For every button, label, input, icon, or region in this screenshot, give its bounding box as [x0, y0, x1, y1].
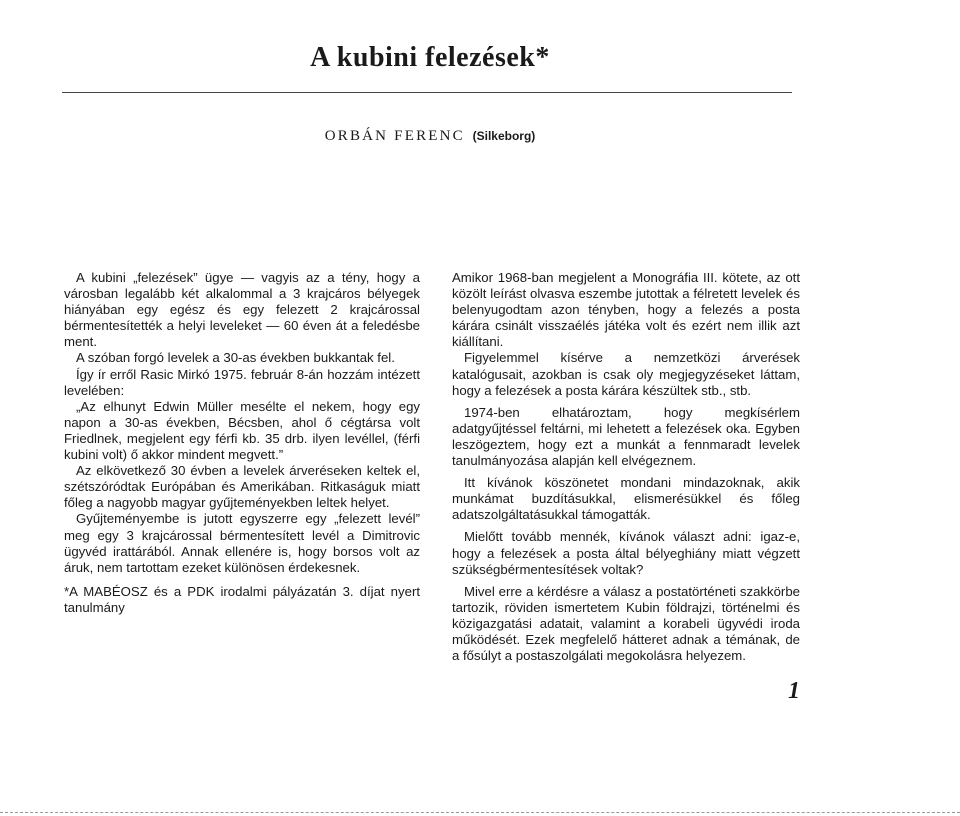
paragraph: Amikor 1968-ban megjelent a Monográfia III. kötete, az ott közölt leírást olvasva eszembe jutottak a félretett levelek és belenyugodtam azon tényben, hogy a felezés a posta kárára csinált visszaélés játéka volt és ezért nem illik azt kiállítani.: [452, 270, 800, 350]
paragraph: A kubini „felezések” ügye — vagyis az a tény, hogy a városban legalább két alkalommal a 3 krajcáros bélyegek hiányában egy egész és egy felezett 2 krajcárossal bérmentesítették a helyi leveleket — 60 éven át a feledésbe ment.: [64, 270, 420, 350]
page-number: 1: [788, 678, 800, 704]
paragraph: Gyűjteményembe is jutott egyszerre egy „felezett levél” meg egy 3 krajcárossal bérmentesített levél a Dimitrovic ügyvéd irattárából. Annak ellenére is, hogy borsos volt az áruk, nem tartottam ezeket különösen érdekesnek.: [64, 511, 420, 575]
paragraph: 1974-ben elhatároztam, hogy megkísérlem adatgyűjtéssel feltárni, mi lehetett a felezések oka. Egyben leszögeztem, hogy ezt a munkát a fennmaradt levelek tanulmányozása alapján kell elvégeznem.: [452, 404, 800, 469]
paragraph: „Az elhunyt Edwin Müller mesélte el nekem, hogy egy napon a 30-as években, Bécsben, ahol ő cégtársa volt Friedlnek, megjelent egy férfi kb. 35 drb. ilyen levéllel, (férfi kubini volt) ő akkor mindent megvett.”: [64, 398, 420, 463]
paragraph: A szóban forgó levelek a 30-as években bukkantak fel.: [76, 350, 395, 366]
paragraph: Így ír erről Rasic Mirkó 1975. február 8-án hozzám intézett levelében:: [64, 366, 420, 398]
paragraph: Mivel erre a kérdésre a válasz a postatörténeti szakkörbe tartozik, röviden ismertetem Kubin földrajzi, történelmi és közigazgatási adatait, valamint a korabeli ügyvédi iroda működését. Ezek megfelelő hátteret adnak a témának, de a fősúlyt a postaszolgálati megokolásra helyezem.: [452, 583, 800, 664]
paragraph: Figyelemmel kísérve a nemzetközi árverések katalógusait, azokban is csak oly megjegyzéseket láttam, hogy a felezések a posta kárára készültek stb., stb.: [452, 350, 800, 398]
author-name: ORBÁN FERENC: [324, 128, 465, 144]
right-column: [452, 270, 800, 664]
article-title: A kubini felezések*: [310, 42, 550, 73]
paragraph: Az elkövetkező 30 évben a levelek árveréseken keltek el, szétszóródtak Európában és Amerikában. Ritkaságuk miatt főleg a nagyobb magyar gyűjteményekben leltek helyet.: [64, 463, 420, 511]
footnote: *A MABÉOSZ és a PDK irodalmi pályázatán 3. díjat nyert tanulmány: [64, 583, 420, 615]
paragraph: Itt kívánok köszönetet mondani mindazoknak, akik munkámat buzdításukkal, elismerésükkel és főleg adatszolgáltatásukkal támogatták.: [452, 475, 800, 523]
author-location: (Silkeborg): [472, 129, 536, 143]
bottom-edge-rule: [0, 812, 960, 813]
left-column: [64, 270, 420, 616]
author-line: [0, 128, 860, 145]
title-rule: [62, 92, 792, 93]
paragraph: Mielőtt tovább mennék, kívánok választ adni: igaz-e, hogy a felezések a posta által bélyeghiány miatt végzett szükségbérmentesítések voltak?: [452, 529, 800, 577]
